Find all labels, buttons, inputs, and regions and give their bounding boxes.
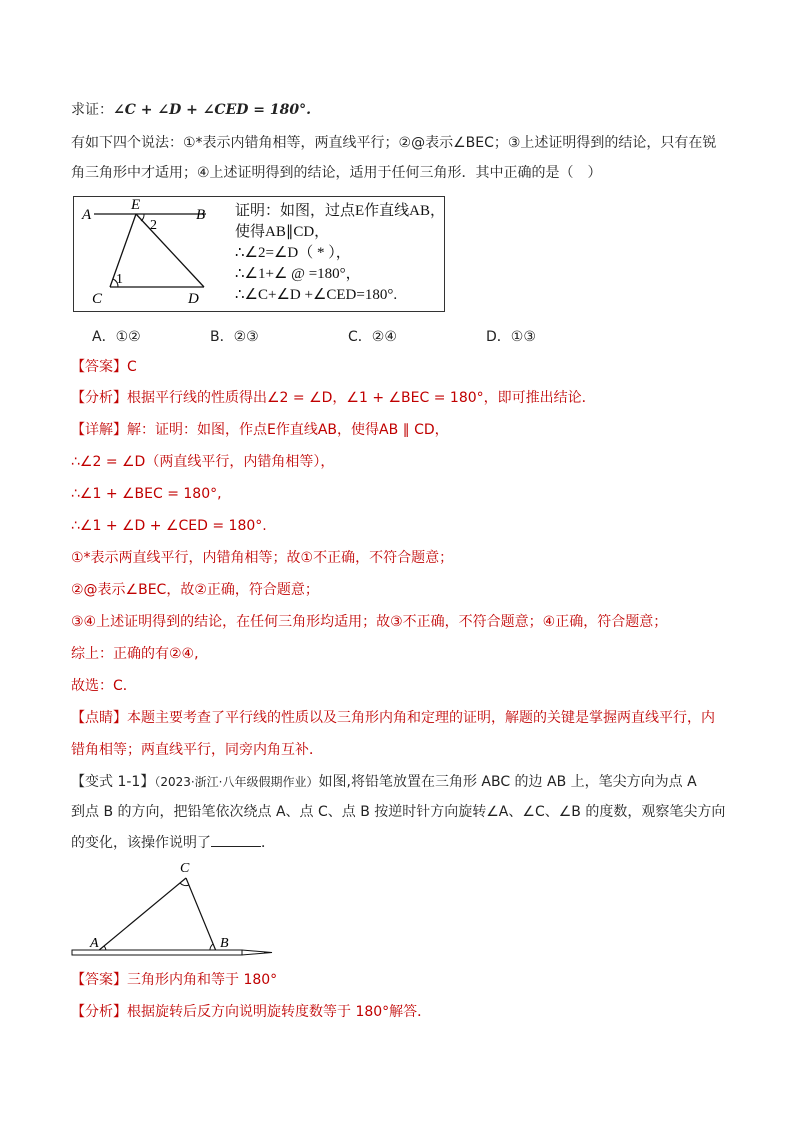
detail-line-1 — [71, 420, 449, 440]
comment-text: 本题主要考查了平行线的性质以及三角形内角和定理的证明，解题的关键是掌握两直线平行，内 — [127, 710, 715, 726]
answer-value: C — [127, 359, 137, 375]
angle-2-arc — [141, 214, 144, 221]
variant-analysis: 根据旋转后反方向说明旋转度数等于 180°解答． — [127, 1004, 432, 1020]
variant-text-3: 的变化，该操作说明了 — [71, 835, 211, 851]
analysis-line — [71, 388, 596, 408]
prove-label: 求证： — [71, 102, 113, 118]
detail-line-8: 综上：正确的有②④, — [71, 646, 199, 662]
detail-line-2: ∴∠2 = ∠D（两直线平行，内错角相等）， — [71, 454, 335, 470]
side-ac — [98, 878, 186, 951]
label-d: D — [188, 291, 199, 307]
variant-text-3-end: ． — [261, 835, 275, 851]
label-b: B — [196, 207, 206, 223]
statement-line-2: 角三角形中才适用；④上述证明得到的结论，适用于任何三角形．其中正确的是（ ） — [71, 165, 602, 181]
variant-analysis-line — [71, 1002, 431, 1022]
variant-source: （2023·浙江·八年级假期作业） — [154, 775, 319, 789]
label-a: A — [82, 207, 92, 223]
option-c: C．②④ — [348, 329, 397, 345]
comment-line-2: 错角相等；两直线平行，同旁内角互补． — [71, 742, 323, 758]
prove-statement — [71, 100, 311, 120]
label-c: C — [180, 861, 190, 876]
pencil-triangle-figure — [68, 855, 278, 965]
answer-line — [71, 357, 137, 377]
proof-text — [235, 201, 445, 306]
variant-answer-tag: 【答案】 — [71, 972, 127, 988]
label-c: C — [92, 291, 103, 307]
detail-line-5: ①*表示两直线平行，内错角相等；故①不正确，不符合题意； — [71, 550, 454, 566]
proof-line: 证明：如图，过点E作直线AB， — [235, 203, 446, 219]
detail-tag: 【详解】 — [71, 422, 127, 438]
variant-text-1: 如图,将铅笔放置在三角形 ABC 的边 AB 上，笔尖方向为点 A — [318, 774, 697, 790]
answer-tag: 【答案】 — [71, 359, 127, 375]
side-ed — [136, 214, 204, 287]
option-b: B．②③ — [210, 329, 259, 345]
detail-line-4: ∴∠1 + ∠D + ∠CED = 180°. — [71, 518, 267, 534]
proof-figure-box — [73, 196, 445, 312]
detail-line-9: 故选：C． — [71, 678, 137, 694]
label-b: B — [220, 936, 229, 951]
proof-line: 使得AB∥CD， — [235, 224, 330, 240]
label-2: 2 — [150, 218, 157, 233]
variant-line-2: 到点 B 的方向，把铅笔依次绕点 A、点 C、点 B 按逆时针方向旋转∠A、∠C、∠B 的度数，观察笔尖方向 — [71, 804, 726, 820]
variant-line-1 — [71, 772, 697, 792]
proof-line: ∴∠1+∠ @ =180°， — [235, 266, 361, 282]
variant-analysis-tag: 【分析】 — [71, 1004, 127, 1020]
variant-line-3 — [71, 832, 275, 853]
variant-answer-line — [71, 970, 277, 990]
variant-tag: 【变式 1-1】 — [71, 774, 155, 790]
variant-answer: 三角形内角和等于 180° — [127, 972, 278, 988]
prove-expression: ∠C + ∠D + ∠CED = 180°. — [113, 102, 311, 118]
label-e: E — [131, 197, 141, 213]
side-ec — [110, 214, 136, 287]
answer-blank — [211, 832, 261, 847]
detail-line-3: ∴∠1 + ∠BEC = 180°, — [71, 486, 222, 502]
option-d: D．①③ — [486, 329, 536, 345]
proof-line: ∴∠2=∠D（ * ）， — [235, 245, 351, 261]
statement-line-1: 有如下四个说法：①*表示内错角相等，两直线平行；②@表示∠BEC；③上述证明得到的结论，只有在锐 — [71, 135, 717, 151]
side-cb — [186, 878, 216, 951]
analysis-tag: 【分析】 — [71, 390, 127, 406]
detail-line-6: ②@表示∠BEC，故②正确，符合题意； — [71, 582, 319, 598]
label-1: 1 — [116, 272, 123, 287]
option-a: A．①② — [92, 329, 141, 345]
analysis-text: 根据平行线的性质得出∠2 = ∠D，∠1 + ∠BEC = 180°，即可推出结论． — [127, 390, 596, 406]
proof-line: ∴∠C+∠D +∠CED=180°. — [235, 287, 398, 303]
label-a: A — [90, 936, 99, 951]
detail-line-7: ③④上述证明得到的结论，在任何三角形均适用；故③不正确，不符合题意；④正确，符合题意； — [71, 614, 668, 630]
comment-tag: 【点睛】 — [71, 710, 127, 726]
comment-line-1 — [71, 708, 715, 728]
detail-text: 解：证明：如图，作点E作直线AB，使得AB ∥ CD， — [127, 422, 449, 438]
